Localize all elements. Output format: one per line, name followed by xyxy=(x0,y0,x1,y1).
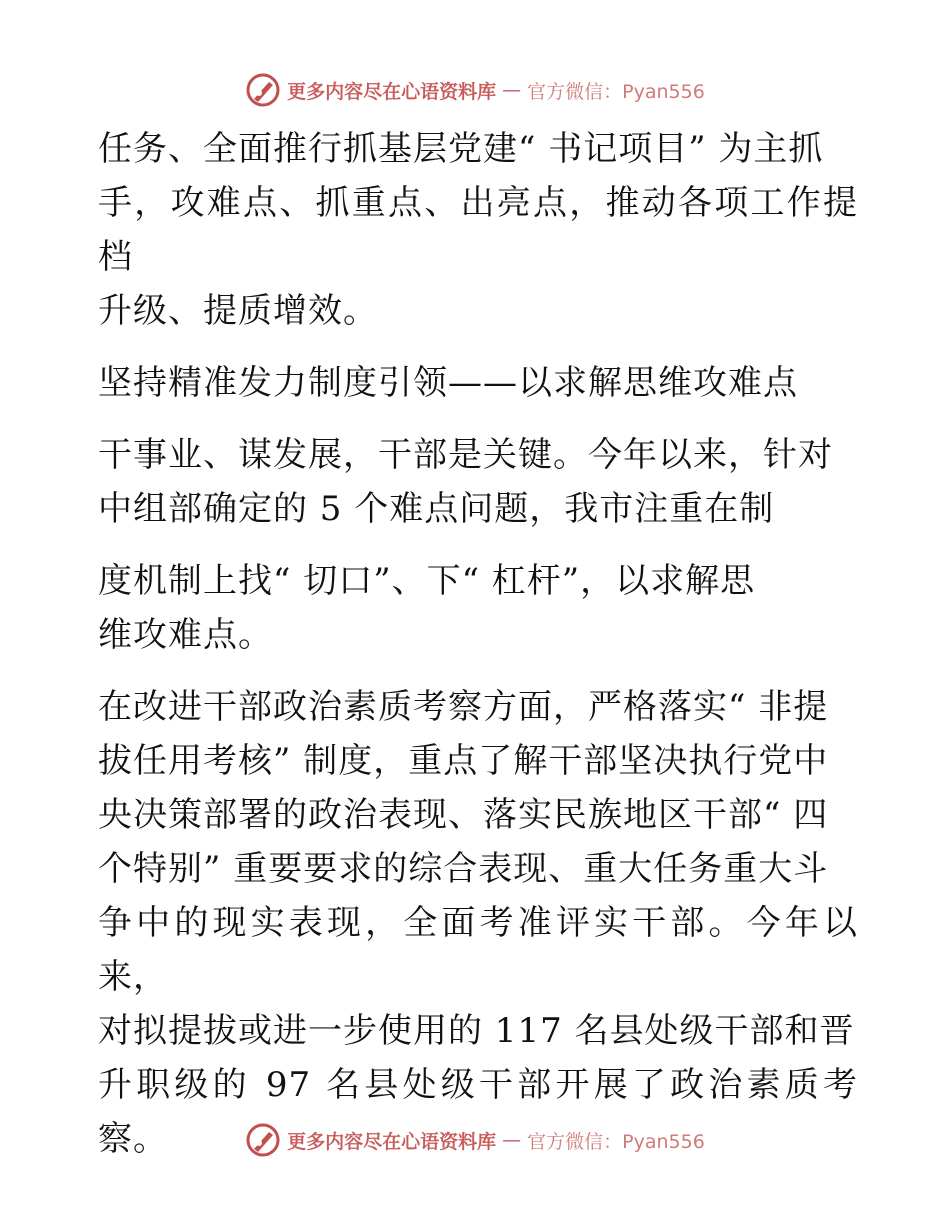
section-heading xyxy=(98,356,858,410)
text-line: 手，攻难点、抓重点、出亮点，推动各项工作提档 xyxy=(98,183,858,277)
text-line: 干事业、谋发展，干部是关键。今年以来，针对 xyxy=(98,435,833,475)
text-line: 维攻难点。 xyxy=(98,615,273,655)
paragraph xyxy=(98,680,858,1166)
footer-watermark xyxy=(0,1120,950,1160)
watermark-contact-text: 官方微信：Pyan556 xyxy=(527,80,705,103)
text-line: 度机制上找“ 切口”、下“ 杠杆”，以求解思 xyxy=(98,561,756,601)
watermark-brand-text: 更多内容尽在心语资料库 xyxy=(287,80,497,103)
text-line: 升职级的 97 名县处级干部开展了政治素质考察。 xyxy=(98,1065,858,1159)
paragraph xyxy=(98,122,858,338)
pen-circle-logo-icon xyxy=(245,72,281,108)
watermark-separator: — xyxy=(502,1129,522,1151)
text-line: 个特别” 重要要求的综合表现、重大任务重大斗 xyxy=(98,849,829,889)
paragraph xyxy=(98,554,858,662)
text-line: 在改进干部政治素质考察方面，严格落实“ 非提 xyxy=(98,687,829,727)
text-line: 任务、全面推行抓基层党建“ 书记项目” 为主抓 xyxy=(98,129,824,169)
pen-circle-logo-icon xyxy=(245,1122,281,1158)
watermark-contact-text: 官方微信：Pyan556 xyxy=(527,1130,705,1153)
text-line: 央决策部署的政治表现、落实民族地区干部“ 四 xyxy=(98,795,829,835)
text-line: 坚持精准发力制度引领——以求解思维攻难点 xyxy=(98,363,798,403)
text-line: 拔任用考核” 制度，重点了解干部坚决执行党中 xyxy=(98,741,829,781)
text-line: 争中的现实表现，全面考准评实干部。今年以来， xyxy=(98,903,858,997)
paragraph xyxy=(98,428,858,536)
text-line: 升级、提质增效。 xyxy=(98,291,378,331)
watermark-brand-text: 更多内容尽在心语资料库 xyxy=(287,1130,497,1153)
document-body xyxy=(98,122,858,1166)
header-watermark xyxy=(0,70,950,110)
watermark-separator: — xyxy=(502,79,522,101)
text-line: 对拟提拔或进一步使用的 117 名县处级干部和晋 xyxy=(98,1011,855,1051)
text-line: 中组部确定的 5 个难点问题，我市注重在制 xyxy=(98,489,775,529)
